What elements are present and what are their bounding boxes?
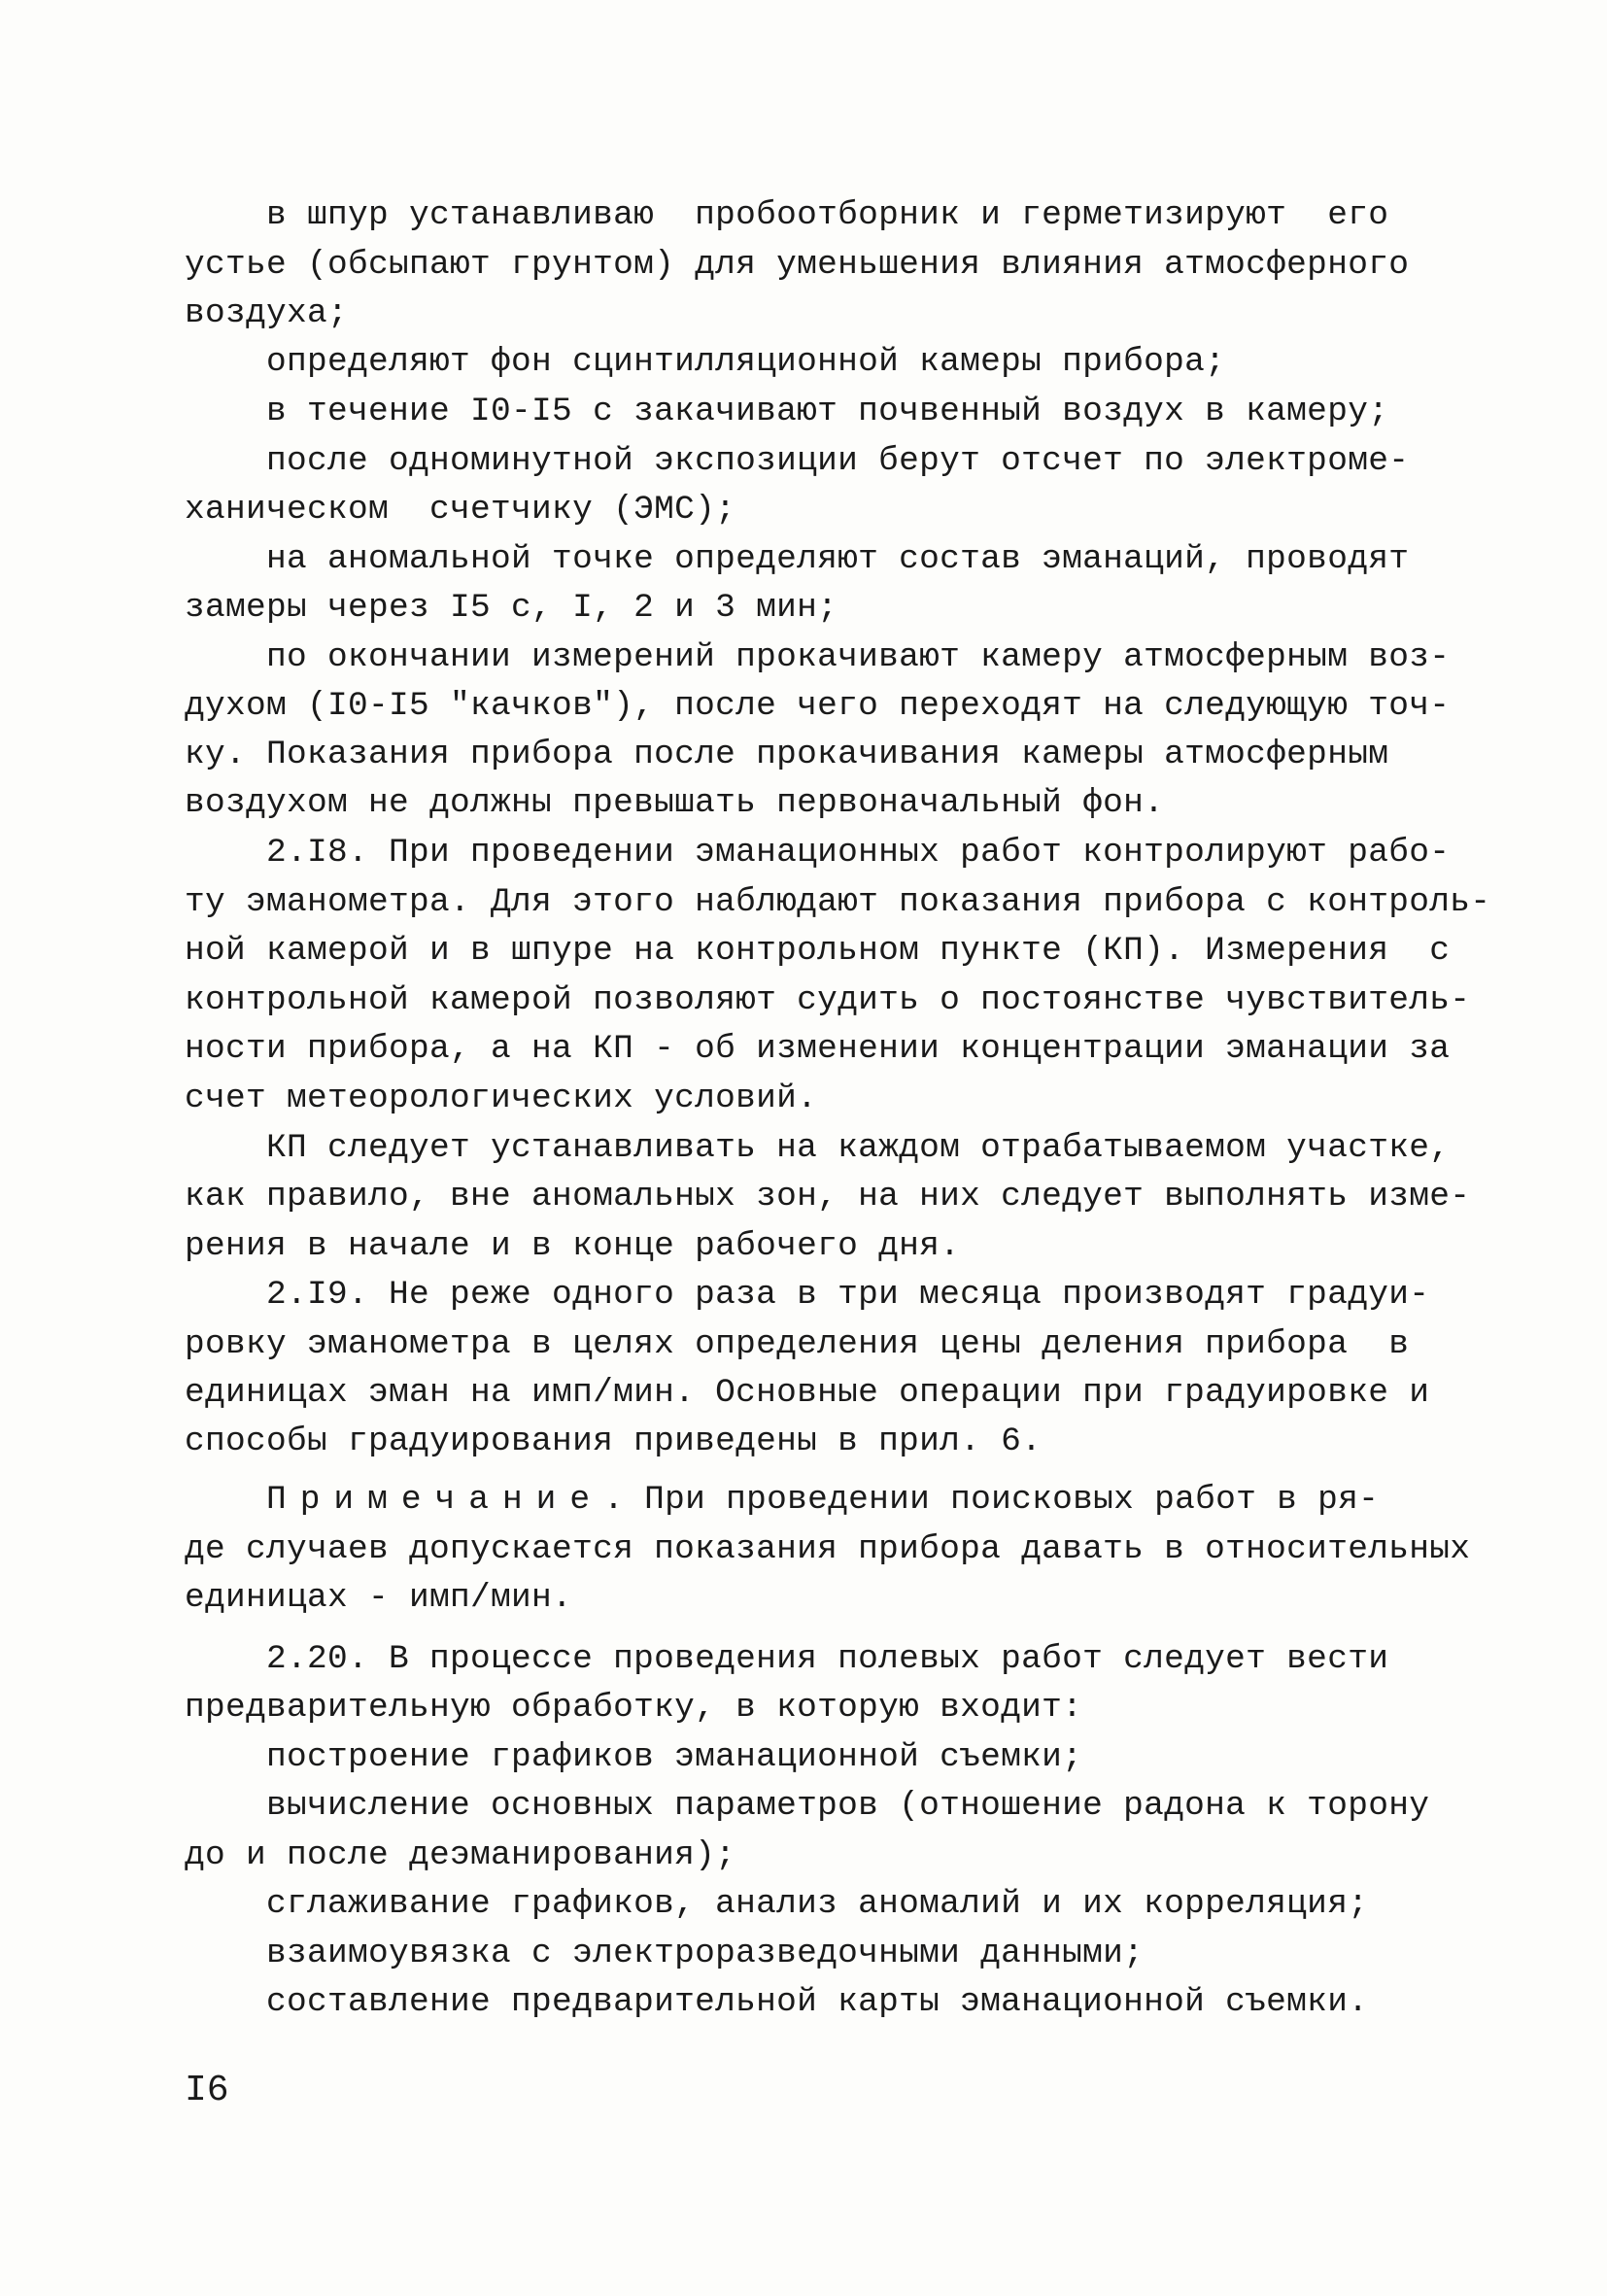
text-line: как правило, вне аномальных зон, на них следует выполнять изме-: [185, 1178, 1471, 1216]
text-line: 2.I8. При проведении эманационных работ контролируют рабо-: [185, 834, 1451, 872]
text-line: контрольной камерой позволяют судить о постоянстве чувствитель-: [185, 981, 1471, 1019]
text-line: после одноминутной экспозиции берут отсчет по электроме-: [185, 442, 1410, 480]
text-line: духом (I0-I5 "качков"), после чего переходят на следующую точ-: [185, 687, 1451, 725]
text-line: сглаживание графиков, анализ аномалий и их корреляция;: [185, 1885, 1369, 1923]
note-text: . При проведении поисковых работ в ря-: [603, 1481, 1380, 1519]
text-line: ку. Показания прибора после прокачивания камеры атмосферным: [185, 736, 1389, 773]
text-line: КП следует устанавливать на каждом отрабатываемом участке,: [185, 1129, 1451, 1167]
text-line: единицах - имп/мин.: [185, 1579, 573, 1617]
note-first-line: [185, 1481, 1380, 1519]
text-line: устье (обсыпают грунтом) для уменьшения влияния атмосферного: [185, 246, 1410, 284]
body-text: [185, 0, 1491, 2021]
text-line: ровку эманометра в целях определения цены деления прибора в: [185, 1325, 1410, 1363]
text-line: на аномальной точке определяют состав эманаций, проводят: [185, 540, 1410, 578]
text-line: ханическом счетчику (ЭМС);: [185, 491, 736, 529]
text-line: воздуха;: [185, 294, 349, 332]
text-line: в шпур устанавливаю пробоотборник и герметизируют его: [185, 196, 1389, 234]
text-line: ту эманометра. Для этого наблюдают показания прибора с контроль-: [185, 883, 1491, 921]
page-number: I6: [185, 2070, 229, 2111]
text-line: замеры через I5 с, I, 2 и 3 мин;: [185, 589, 838, 627]
text-line: ной камерой и в шпуре на контрольном пункте (КП). Измерения с: [185, 932, 1451, 970]
text-line: взаимоувязка с электроразведочными данными;: [185, 1935, 1145, 1972]
text-line: воздухом не должны превышать первоначальный фон.: [185, 784, 1165, 822]
text-line: ности прибора, а на КП - об изменении концентрации эманации за: [185, 1030, 1451, 1068]
text-line: составление предварительной карты эманационной съемки.: [185, 1983, 1369, 2021]
text-line: в течение I0-I5 с закачивают почвенный воздух в камеру;: [185, 393, 1389, 430]
text-line: определяют фон сцинтилляционной камеры прибора;: [185, 343, 1226, 381]
text-line: де случаев допускается показания прибора давать в относительных: [185, 1530, 1471, 1568]
text-line: счет метеорологических условий.: [185, 1079, 818, 1117]
note-label: Примечание: [266, 1481, 604, 1519]
text-line: 2.I9. Не реже одного раза в три месяца производят градуи-: [185, 1276, 1430, 1314]
text-line: по окончании измерений прокачивают камеру атмосферным воз-: [185, 638, 1451, 676]
text-line: вычисление основных параметров (отношение радона к торону: [185, 1787, 1430, 1825]
text-line: построение графиков эманационной съемки;: [185, 1738, 1083, 1776]
text-line: предварительную обработку, в которую входит:: [185, 1689, 1083, 1727]
text-line: способы градуирования приведены в прил. 6.: [185, 1422, 1043, 1460]
text-line: единицах эман на имп/мин. Основные операции при градуировке и: [185, 1374, 1430, 1412]
text-line: рения в начале и в конце рабочего дня.: [185, 1227, 961, 1265]
text-line: 2.20. В процессе проведения полевых работ следует вести: [185, 1640, 1389, 1678]
text-line: до и после деэманирования);: [185, 1836, 736, 1874]
